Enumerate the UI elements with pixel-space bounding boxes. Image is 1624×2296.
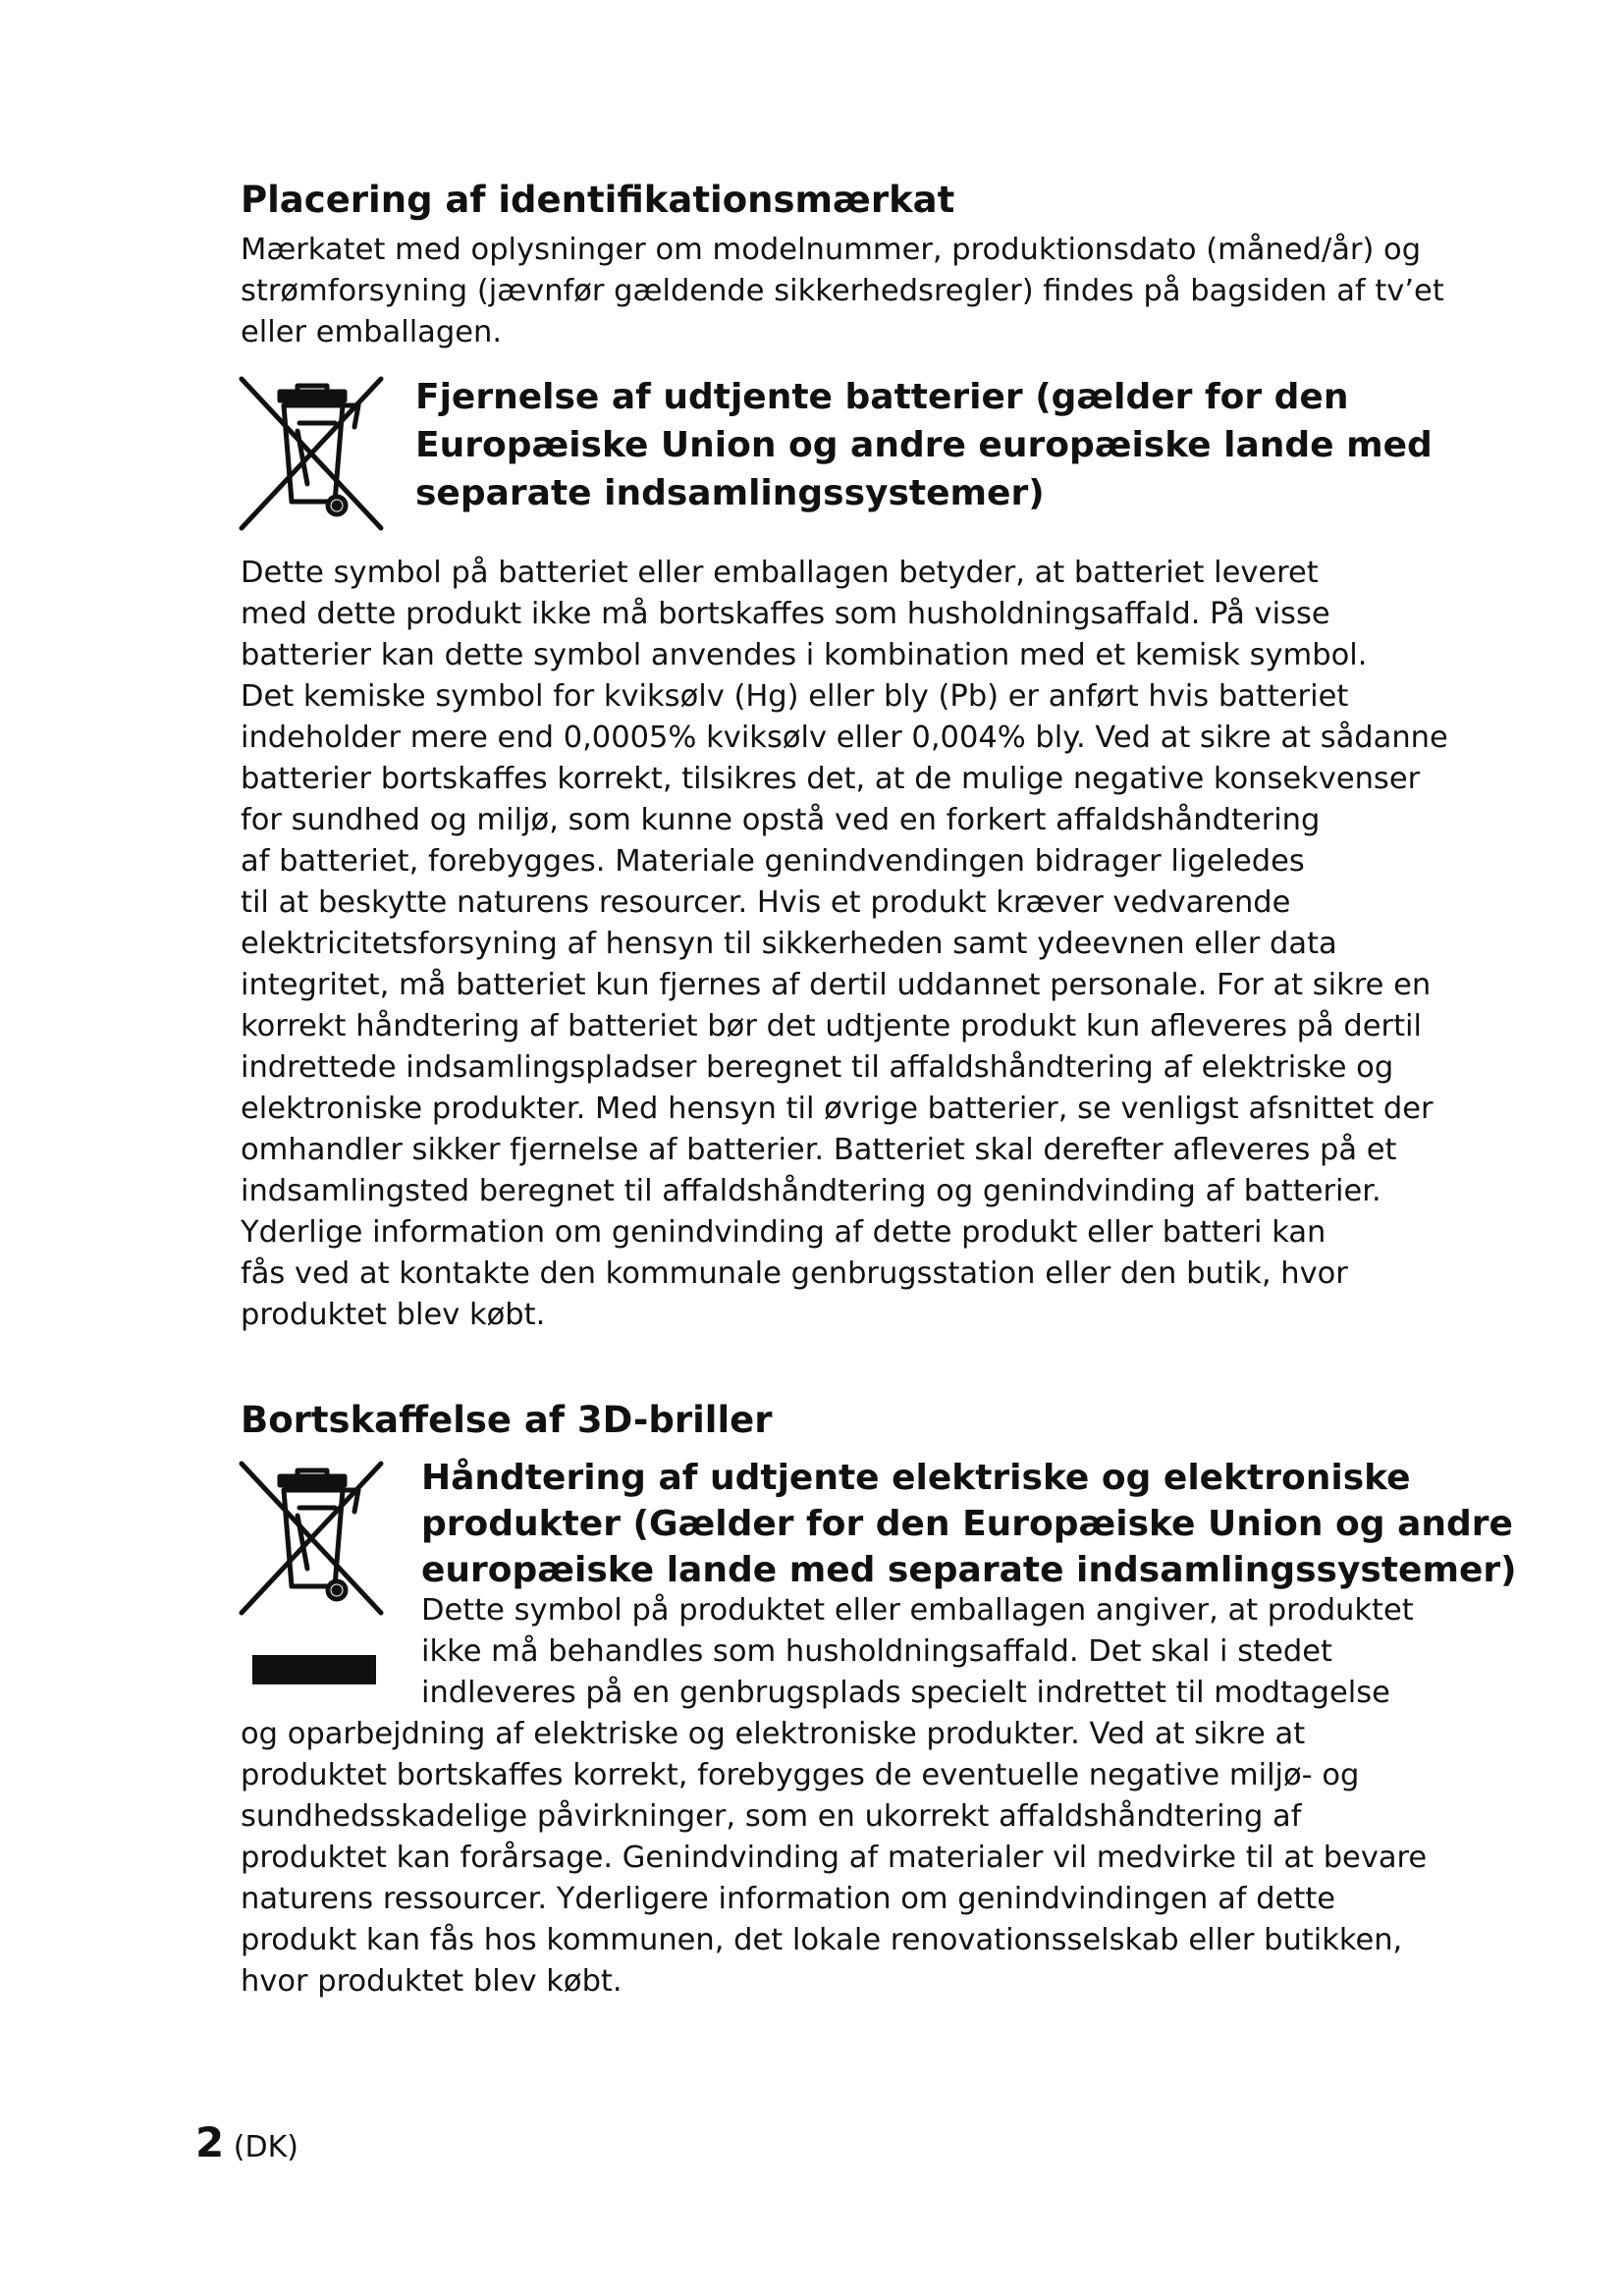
text-line: produktet bortskaffes korrekt, forebygges de eventuelle negative miljø- og (241, 1758, 1360, 1792)
text-line: til at beskytte naturens resourcer. Hvis et produkt kræver vedvarende (241, 885, 1291, 920)
text-line: Yderlige information om genindvinding af dette produkt eller batteri kan (241, 1215, 1326, 1250)
section-heading-3d-glasses: Bortskaffelse af 3D-briller (241, 1399, 773, 1441)
heading-line: separate indsamlingssystemer) (415, 473, 1045, 513)
text-line: fås ved at kontakte den kommunale genbrugsstation eller den butik, hvor (241, 1256, 1348, 1291)
heading-line: produkter (Gælder for den Europæiske Union og andre (421, 1504, 1513, 1544)
paragraph-label-placement (241, 230, 1444, 353)
text-line: integritet, må batteriet kun fjernes af dertil uddannet personale. For at sikre en (241, 968, 1432, 1002)
crossed-out-wheelie-bin-icon (239, 376, 386, 533)
heading-line: Fjernelse af udtjente batterier (gælder for den (415, 377, 1349, 417)
text-line: Dette symbol på produktet eller emballagen angiver, at produktet (421, 1593, 1414, 1628)
text-line: af batteriet, forebygges. Materiale genindvendingen bidrager ligeledes (241, 844, 1305, 879)
text-line: indleveres på en genbrugsplads specielt indrettet til modtagelse (421, 1676, 1390, 1710)
heading-line: europæiske lande med separate indsamlingssystemer) (421, 1550, 1517, 1590)
heading-line: Europæiske Union og andre europæiske lande med (415, 425, 1433, 465)
text-line: produkt kan fås hos kommunen, det lokale renovationsselskab eller butikken, (241, 1923, 1403, 1957)
text-line: batterier bortskaffes korrekt, tilsikres det, at de mulige negative konsekvenser (241, 762, 1421, 796)
section-heading-label-placement: Placering af identifikationsmærkat (241, 179, 955, 221)
text-line: hvor produktet blev købt. (241, 1964, 623, 1999)
text-line: Det kemiske symbol for kviksølv (Hg) eller bly (Pb) er anført hvis batteriet (241, 679, 1349, 714)
section-heading-battery-disposal (415, 373, 1433, 517)
page-number-suffix: (DK) (233, 2130, 298, 2164)
paragraph-weee-indented (421, 1590, 1414, 1714)
text-line: Dette symbol på batteriet eller emballagen betyder, at batteriet leveret (241, 556, 1319, 590)
text-line: elektroniske produkter. Med hensyn til øvrige batterier, se venligst afsnittet der (241, 1092, 1434, 1126)
section-subheading-weee (421, 1455, 1517, 1593)
text-line: produktet kan forårsage. Genindvinding af materialer vil medvirke til at bevare (241, 1841, 1428, 1875)
crossed-out-wheelie-bin-with-bar-icon (239, 1461, 386, 1686)
text-line: for sundhed og miljø, som kunne opstå ved en forkert affaldshåndtering (241, 803, 1321, 837)
text-line: indsamlingsted beregnet til affaldshåndtering og genindvinding af batterier. (241, 1174, 1381, 1208)
page-number-value: 2 (195, 2118, 225, 2166)
heading-line: Håndtering af udtjente elektriske og elektroniske (421, 1458, 1411, 1498)
text-line: med dette produkt ikke må bortskaffes som husholdningsaffald. På visse (241, 597, 1330, 631)
page-number (195, 2118, 298, 2166)
text-line: indrettede indsamlingspladser beregnet til affaldshåndtering af elektriske og (241, 1050, 1394, 1085)
paragraph-battery-disposal (241, 553, 1448, 1336)
text-line: korrekt håndtering af batteriet bør det udtjente produkt kun afleveres på dertil (241, 1009, 1422, 1043)
text-line: naturens ressourcer. Yderligere information om genindvindingen af dette (241, 1882, 1336, 1916)
text-line: ikke må behandles som husholdningsaffald. Det skal i stedet (421, 1634, 1332, 1669)
text-line: sundhedsskadelige påvirkninger, som en ukorrekt affaldshåndtering af (241, 1799, 1302, 1834)
paragraph-weee (241, 1714, 1427, 2002)
text-line: elektricitetsforsyning af hensyn til sikkerheden samt ydeevnen eller data (241, 927, 1337, 961)
text-line: omhandler sikker fjernelse af batterier. Batteriet skal derefter afleveres på et (241, 1133, 1397, 1167)
text-line: og oparbejdning af elektriske og elektroniske produkter. Ved at sikre at (241, 1717, 1306, 1751)
text-line: strømforsyning (jævnfør gældende sikkerhedsregler) findes på bagsiden af tv’et (241, 274, 1444, 308)
text-line: eller emballagen. (241, 315, 503, 349)
text-line: batterier kan dette symbol anvendes i kombination med et kemisk symbol. (241, 638, 1368, 672)
text-line: Mærkatet med oplysninger om modelnummer, produktionsdato (måned/år) og (241, 233, 1422, 267)
text-line: produktet blev købt. (241, 1298, 546, 1332)
text-line: indeholder mere end 0,0005% kviksølv eller 0,004% bly. Ved at sikre at sådanne (241, 721, 1448, 755)
